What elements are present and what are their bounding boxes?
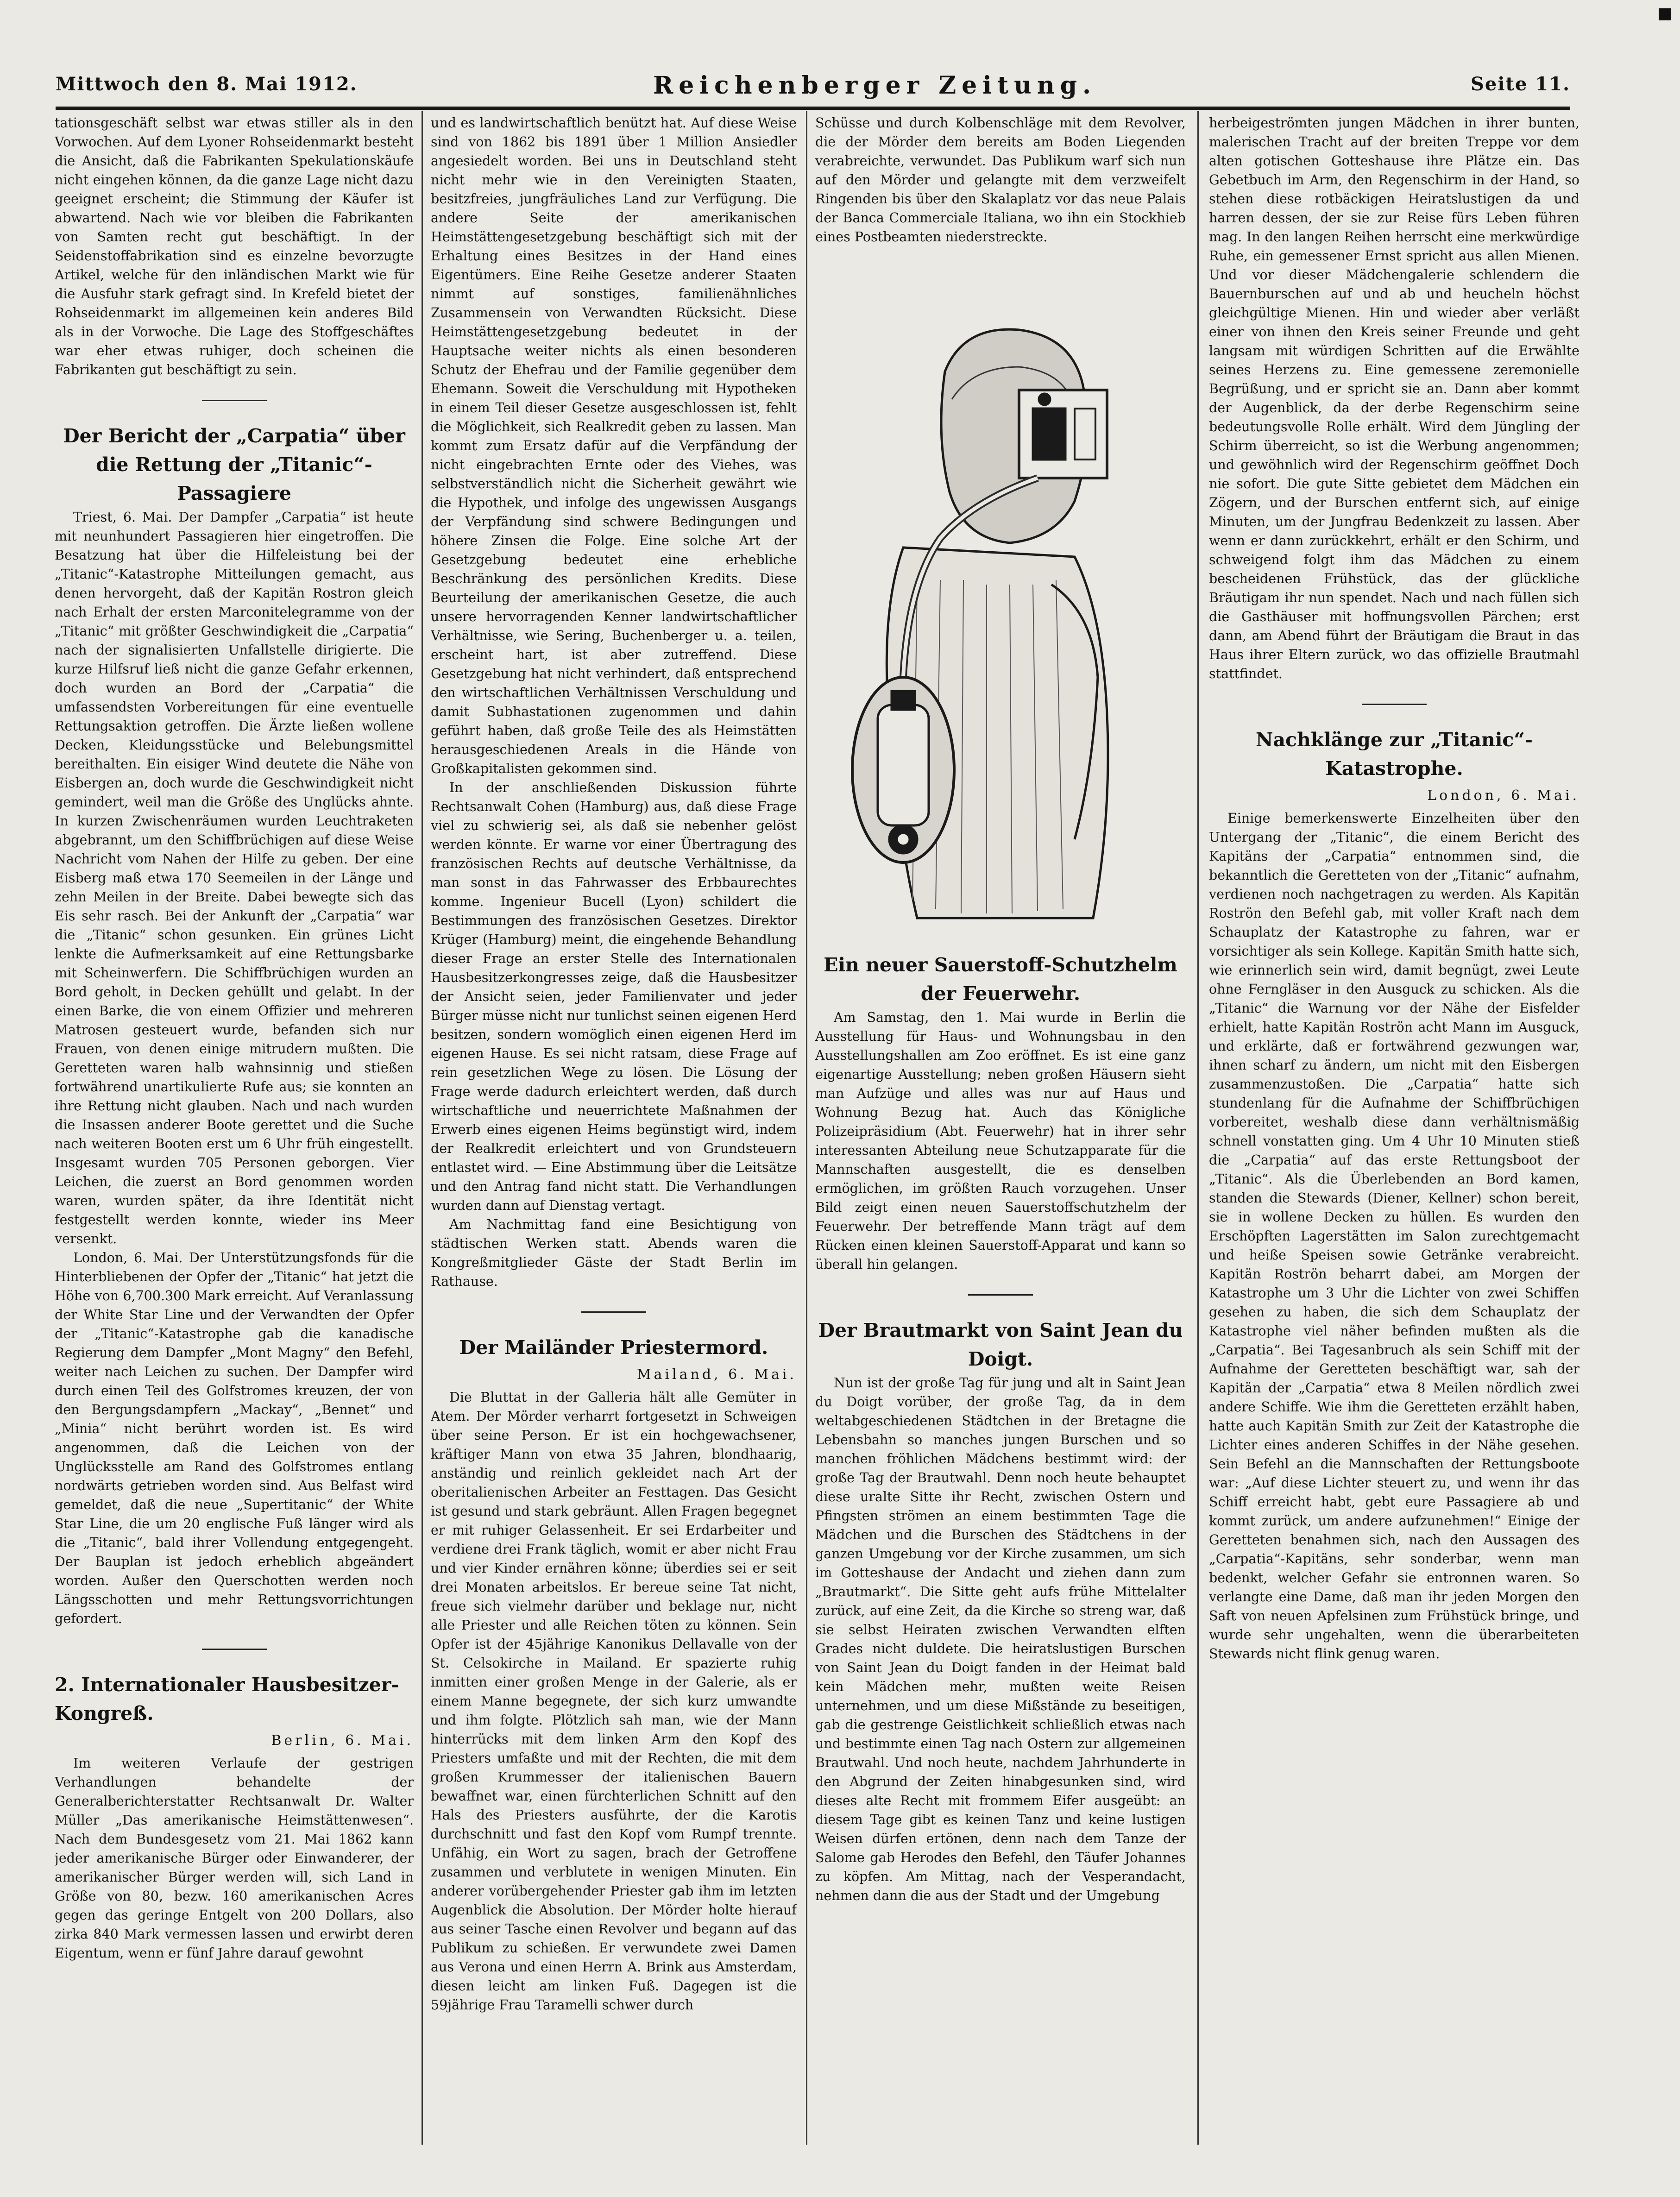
article-text: Die Bluttat in der Galleria hält alle Gemüter in Atem. Der Mörder verharrt fortgesetzt in Schweigen über seine Person. Er ist ein hochgewachsener, kräftiger Mann von etwa 35 Jahren, blondhaarig, anständig und reinlich gekleidet nach Art der oberitalienischen Arbeiter an Festtagen. Das Gesicht ist gesund und stark gebräunt. Allen Fragen begegnet er mit ruhiger Gelassenheit. Er sei Erdarbeiter und verdiene drei Frank täglich, womit er aber nicht Frau und vier Kinder ernähren könne; überdies sei er seit drei Monaten arbeitslos. Er bereue seine Tat nicht, freue sich vielmehr darüber und beklage nur, nicht alle Priester und alle Reichen töten zu können. Sein Opfer ist der 45jährige Kanonikus Dellavalle von der St. Celsokirche in Mailand. Er spazierte ruhig inmitten einer großen Menge in der Galerie, als er einem Manne begegnete, der sich kurz umwandte und ihm folgte. Plötzlich sah man, wie der Mann hinterrücks mit dem linken Arm den Kopf des Priesters umfaßte und mit der Rechten, die mit dem großen Krummesser der italienischen Bauern bewaffnet war, einen fürchterlichen Schnitt auf den Hals des Priesters ausführte, der die Karotis durchschnitt und fast den Kopf vom Rumpf trennte. Unfähig, ein Wort zu sagen, brach der Getroffene zusammen und verblutete in wenigen Minuten. Ein anderer vorübergehender Priester gab ihm im letzten Augenblick die Absolution. Der Mörder holte hierauf aus seiner Tasche einen Revolver und begann auf das Publikum zu schießen. Er verwundete zwei Damen aus Verona und einen Herrn A. Brink aus Amsterdam, diesen leicht am linken Fuß. Dagegen ist die 59jährige Frau Taramelli schwer durch	[431, 1390, 797, 2013]
article-text: und es landwirtschaftlich benützt hat. Auf diese Weise sind von 1862 bis 1891 über 1 Million Ansiedler angesiedelt worden. Bei uns in Deutschland steht nicht mehr wie in den Vereinigten Staaten, besitzfreies, jungfräuliches Land zur Verfügung. Die andere Seite der amerikanischen Heimstättengesetzgebung beschäftigt sich mit der Erhaltung eines Besitzes in der Hand eines Eigentümers. Eine Reihe Gesetze anderer Staaten nimmt auf sonstiges, familienähnliches Zusammensein von Verwandten Rücksicht. Diese Heimstättengesetzgebung bedeutet in der Hauptsache weiter nichts als einen besonderen Schutz der Ehefrau und der Familie gegenüber dem Ehemann. Soweit die Verschuldung mit Hypotheken in einem Teil dieser Gesetze ausgeschlossen ist, fehlt die Möglichkeit, sich Realkredit geben zu lassen. Man kommt zum Ersatz dafür auf die Verpfändung der nicht eingebrachten Ernte oder des Viehes, was selbstverständlich nicht die Sicherheit gewährt wie die Hypothek, und infolge des ungewissen Ausgangs der Verpfändung sind schwere Bedingungen und höhere Zinsen die Folge. Eine solche Art der Gesetzgebung bedeutet eine erhebliche Beschränkung des persönlichen Kredits. Diese Beurteilung der amerikanischen Gesetze, die auch unsere hervorragenden Kenner landwirtschaftlicher Verhältnisse, wie Sering, Buchenberger u. a. teilen, erscheint hart, ist aber zutreffend. Diese Gesetzgebung hat nicht verhindert, daß entsprechend den wirtschaftlichen Verhältnissen Verschuldung und damit Subhastationen zugenommen und dahin geführt haben, daß große Teile des als Heimstätten herausgeschiedenen Areals in die Hände von Großkapitalisten gekommen sind.	[431, 115, 797, 776]
dateline: London, 6. Mai.	[1427, 787, 1579, 804]
column-4	[1209, 113, 1579, 2138]
headline-carpatia: Der Bericht der „Carpatia“ über die Rettung der „Titanic“-Passagiere	[63, 425, 405, 504]
newspaper-title: Reichenberger Zeitung.	[653, 71, 1097, 100]
column-1	[55, 113, 414, 2138]
column-rule	[422, 111, 423, 2145]
scan-corner-mark	[1659, 8, 1671, 20]
article-text: Am Samstag, den 1. Mai wurde in Berlin die Ausstellung für Haus- und Wohnungsbau in den Ausstellungshallen am Zoo eröffnet. Es ist eine ganz eigenartige Ausstellung; neben großen Häusern sieht man Aufzüge und alles was nur auf Haus und Wohnung Bezug hat. Auch das Königliche Polizeipräsidium (Abt. Feuerwehr) hat in ihrer sehr interessanten Abteilung neue Schutzapparate für die Mannschaften ausgestellt, die es denselben ermöglichen, im größten Rauch vorzugehen. Unser Bild zeigt einen neuen Sauerstoffschutzhelm der Feuerwehr. Der betreffende Mann trägt auf dem Rücken einen kleinen Sauerstoff-Apparat und kann so überall hin gelangen.	[815, 1010, 1186, 1272]
page-number: Seite 11.	[1471, 73, 1570, 95]
separator	[581, 1311, 646, 1313]
article-text: Am Nachmittag fand eine Besichtigung von städtischen Werken statt. Abends waren die Kongreßmitglieder Gäste der Stadt Berlin im Rathause.	[431, 1217, 797, 1289]
article-text: In der anschließenden Diskussion führte Rechtsanwalt Cohen (Hamburg) aus, daß diese Frage viel zu schwierig sei, als daß sie nebenher gelöst werden könnte. Er warne vor einer Übertragung des französischen Rechts auf deutsche Verhältnisse, da man sonst in das Fahrwasser des Erbbaurechtes komme. Ingenieur Bucell (Lyon) schildert die Bestimmungen des französischen Gesetzes. Direktor Krüger (Hamburg) meint, die eingehende Behandlung dieser Frage an erster Stelle des Internationalen Hausbesitzerkongresses zeige, daß die Hausbesitzer der Ansicht seien, jeder Familienvater und jeder Bürger müsse nicht nur tunlichst seinen eigenen Herd besitzen, sondern womöglich einen eigenen Herd im eigenen Hause. Es sei nicht ratsam, diese Frage auf rein gesetzlichen Wege zu lösen. Die Lösung der Frage werde dadurch erleichtert werden, daß durch wirtschaftliche und neuerrichtete Maßnahmen der Erwerb eines eigenen Heims begünstigt wird, indem der Realkredit erleichtert und von Grundsteuern entlastet wird. — Eine Abstimmung über die Leitsätze und den Antrag fand nicht statt. Die Verhandlungen wurden dann auf Dienstag vertagt.	[431, 780, 797, 1213]
article-text: tationsgeschäft selbst war etwas stiller als in den Vorwochen. Auf dem Lyoner Rohseidenmarkt besteht die Ansicht, daß die Fabrikanten Spekulationskäufe nicht eingehen können, da die ganze Lage nicht dazu geeignet erscheint; die Stimmung der Käufer ist abwartend. Nach wie vor bleiben die Fabrikanten von Samten recht gut beschäftigt. In der Seidenstoffabrikation sind es einzelne bevorzugte Artikel, welche für den inländischen Markt wie für die Ausfuhr stark gefragt sind. In Krefeld bietet der Rohseidenmarkt im allgemeinen kein anderes Bild als in der Vorwoche. Die Lage des Stoffgeschäftes war eher etwas ruhiger, doch scheinen die Fabrikanten gut beschäftigt zu sein.	[55, 115, 414, 378]
separator	[968, 1294, 1033, 1296]
article-text: herbeigeströmten jungen Mädchen in ihrer bunten, malerischen Tracht auf der breiten Treppe vor dem alten gotischen Gotteshause ihre Plätze ein. Das Gebetbuch im Arm, den Regenschirm in der Hand, so stehen diese rotbäckigen Heiratslustigen da und harren dessen, der sie zur Reise fürs Leben führen mag. In den langen Reihen herrscht eine merkwürdige Ruhe, ein gemessener Ernst spricht aus allen Mienen. Und vor dieser Mädchengalerie schlendern die Bauernburschen auf und ab und heucheln höchst gleichgültige Mienen. Hin und wieder aber verläßt einer von ihnen den Kreis seiner Freunde und geht langsam mit würdigen Schritten auf die Erwählte seines Herzens zu. Eine gemessene zeremonielle Begrüßung, und er spricht sie an. Dann aber kommt der Augenblick, da der derbe Regenschirm seine bedeutungsvolle Rolle erhält. Wird dem Jüngling der Schirm überreicht, so ist die Werbung angenommen; und gewöhnlich wird der Regenschirm geöffnet Doch nie sofort. Die gute Sitte gebietet dem Mädchen ein Zögern, und der Burschen entfernt sich, auf einige Minuten, um der Jungfrau Bedenkzeit zu lassen. Aber wenn er dann zurückkehrt, erhält er den Schirm, und schweigend folgt ihm das Mädchen zu einem bescheidenen Frühstück, das der glückliche Bräutigam ihr nun spendet. Nach und nach füllen sich die Gasthäuser mit hoffnungsvollen Pärchen; erst dann, am Abend führt der Bräutigam die Braut in das Haus ihrer Eltern zurück, wo das offizielle Brautmahl stattfindet.	[1209, 115, 1579, 681]
page-header	[56, 69, 1570, 110]
headline-priestermord: Der Mailänder Priestermord.	[459, 1336, 768, 1359]
column-rule	[806, 111, 807, 2145]
dateline: Berlin, 6. Mai.	[271, 1732, 414, 1749]
article-text: Nun ist der große Tag für jung und alt in Saint Jean du Doigt vorüber, der große Tag, da in dem weltabgeschiedenen Städtchen in der Bretagne die Lebensbahn so manches jungen Burschen und so manchen fröhlichen Mädchens bestimmt wird: der große Tag der Brautwahl. Denn noch heute behauptet diese uralte Sitte ihr Recht, zwischen Ostern und Pfingsten strömen an einem bestimmten Tage die Mädchen und die Burschen des Städtchens in der ganzen Umgebung vor der Kirche zusammen, um sich im Gotteshause der Andacht und ziehen dann zum „Brautmarkt“. Die Sitte geht aufs frühe Mittelalter zurück, auf eine Zeit, da die Kirche so streng war, daß sie selbst Heiraten zwischen Verwandten elften Grades nicht duldete. Die heiratslustigen Burschen von Saint Jean du Doigt fanden in der Heimat bald kein Mädchen mehr, mußten weite Reisen unternehmen, und um diese Mißstände zu beseitigen, gab die gestrenge Geistlichkeit schließlich etwas nach und bestimmte einen Tag nach Ostern zur allgemeinen Brautwahl. Und noch heute, nachdem Jahrhunderte in den Abgrund der Zeiten hinabgesunken sind, wird dieses alte Recht mit frommem Eifer ausgeübt: an diesem Tage gibt es keinen Tanz und keine lustigen Weisen dürfen ertönen, denn nach dem Tanze der Salome gab Herodes den Befehl, den Täufer Johannes zu köpfen. Am Mittag, nach der Vesperandacht, nehmen dann die aus der Stadt und der Umgebung	[815, 1375, 1186, 1903]
article-text: Im weiteren Verlaufe der gestrigen Verhandlungen behandelte der Generalberichterstatter Rechtsanwalt Dr. Walter Müller „Das amerikanische Heimstättenwesen“. Nach dem Bundesgesetz vom 21. Mai 1862 kann jeder amerikanische Bürger oder Einwanderer, der amerikanischer Bürger werden will, sich Land in Größe von 80, bezw. 160 amerikanischen Acres gegen das geringe Entgelt von 200 Dollars, also zirka 840 Mark vermessen lassen und erwirbt deren Eigentum, wenn er fünf Jahre darauf gewohnt	[55, 1756, 414, 1961]
headline-nachklaenge: Nachklänge zur „Titanic“-Katastrophe.	[1255, 729, 1533, 780]
column-rule	[1197, 111, 1199, 2145]
header-date: Mittwoch den 8. Mai 1912.	[56, 73, 358, 95]
dateline: Mailand, 6. Mai.	[636, 1366, 797, 1383]
headline-hausbesitzer: 2. Internationaler Hausbesitzer-Kongreß.	[55, 1674, 399, 1725]
separator	[202, 1649, 267, 1650]
article-text: Schüsse und durch Kolbenschläge mit dem Revolver, die der Mörder dem bereits am Boden Liegenden verabreichte, verwundet. Das Publikum warf sich nun auf den Mörder und gelangte mit dem verzweifelt Ringenden bis über den Skalaplatz vor das neue Palais der Banca Commerciale Italiana, wo ihn ein Stockhieb eines Postbeamten niederstreckte.	[815, 115, 1186, 245]
separator	[1362, 704, 1427, 705]
separator	[202, 400, 267, 401]
firefighter-helmet-illustration	[834, 260, 1167, 946]
article-text: Einige bemerkenswerte Einzelheiten über den Untergang der „Titanic“, die einem Bericht des Kapitäns der „Carpatia“ entnommen sind, die bekanntlich die Geretteten von der „Titanic“ aufnahm, verdienen noch nachgetragen zu werden. Als Kapitän Roströn den Befehl gab, mit voller Kraft nach dem Schauplatz der Katastrophe zu fahren, war er vorsichtiger als sein Kollege. Kapitän Smith hatte sich, wie erinnerlich sein wird, damit begnügt, zwei Leute ohne Ferngläser in den Ausguck zu schicken. Als die „Titanic“ die Warnung vor der Nähe der Eisfelder erhielt, hatte Kapitän Roströn acht Mann im Ausguck, und erklärte, daß er fortwährend gezwungen war, ihnen scharf zu ändern, um nicht mit den Eisbergen zusammenzustoßen. Die „Carpatia“ hatte sich stundenlang für die Aufnahme der Schiffbrüchigen vorbereitet, weshalb diese dann verhältnismäßig schnell vonstatten ging. Um 4 Uhr 10 Minuten stieß die „Carpatia“ auf das erste Rettungsboot der „Titanic“. Als die Überlebenden an Bord kamen, standen die Stewards (Diener, Kellner) schon bereit, sie in wollene Decken zu hüllen. Es wurden den Erschöpften Lagerstätten im Salon zurechtgemacht und heiße Speisen sowie Getränke verabreicht. Kapitän Roströn beharrt dabei, am Morgen der Katastrophe um 3 Uhr die Lichter von zwei Schiffen gesehen zu haben, die sich dem Schauplatz der Katastrophe viel näher befinden mußten als die „Carpatia“. Bei Tagesanbruch als sein Schiff mit der Aufnahme der Geretteten beschäftigt war, sah der Kapitän der „Carpatia“ etwa 8 Meilen nördlich zwei andere Schiffe. Wie ihm die Geretteten erzählt haben, hatte auch Kapitän Smith zur Zeit der Katastrophe die Lichter eines anderen Schiffes in der Nähe gesehen. Sein Befehl an die Mannschaften der Rettungsboote war: „Auf diese Lichter steuert zu, und wenn ihr das Schiff erreicht habt, gebt eure Passagiere ab und kommt zurück, um andere aufzunehmen!“ Einige der Geretteten benahmen sich, nach den Aussagen des „Carpatia“-Kapitäns, sehr sonderbar, wenn man bedenkt, welcher Gefahr sie entronnen waren. So verlangte eine Dame, daß man ihr jeden Morgen den Saft von neuen Apfelsinen zum Frühstück bringe, und wurde sehr ungehalten, wenn die überarbeiteten Stewards nicht flink genug waren.	[1209, 811, 1579, 1662]
headline-brautmarkt: Der Brautmarkt von Saint Jean du Doigt.	[818, 1319, 1183, 1370]
column-3	[815, 113, 1186, 2138]
column-2	[431, 113, 797, 2138]
article-text: Triest, 6. Mai. Der Dampfer „Carpatia“ ist heute mit neunhundert Passagieren hier eingetroffen. Die Besatzung hat über die Hilfeleistung bei der „Titanic“-Katastrophe Mitteilungen gemacht, aus denen hervorgeht, daß der Kapitän Rostron gleich nach Erhalt der ersten Marconitelegramme von der „Titanic“ mit größter Geschwindigkeit die „Carpatia“ nach der signalisierten Unfallstelle dirigierte. Die kurze Hilfsruf ließ nicht die ganze Gefahr erkennen, doch wurden an Bord der „Carpatia“ die umfassendsten Vorbereitungen für eine eventuelle Rettungsaktion getroffen. Die Ärzte ließen wollene Decken, Kleidungsstücke und Belebungsmittel bereithalten. Ein eisiger Wind deutete die Nähe von Eisbergen an, doch wurde die Geschwindigkeit nicht gemindert, weil man die Größe des Unglücks ahnte. In kurzen Zwischenräumen wurden Leuchtraketen abgebrannt, um den Schiffbrüchigen auf diese Weise Nachricht vom Nahen der Hilfe zu geben. Der eine Eisberg maß etwa 170 Seemeilen in der Länge und zehn Meilen in der Breite. Dabei bewegte sich das Eis sehr rasch. Bei der Ankunft der „Carpatia“ war die „Titanic“ schon gesunken. Ein grünes Licht lenkte die Aufmerksamkeit auf eine Rettungsbarke mit Scheinwerfern. Die Schiffbrüchigen wurden an Bord geholt, in Decken gehüllt und gelabt. In der einen Barke, die von einem Offizier und mehreren Matrosen gesteuert wurde, befanden sich nur Frauen, von denen einige mitrudern mußten. Die Geretteten waren halb wahnsinnig und stießen fortwährend unartikulierte Rufe aus; sie konnten an ihre Rettung nicht glauben. Nach und nach wurden die Insassen anderer Boote gerettet und die Suche nach weiteren Booten erst um 6 Uhr früh eingestellt. Insgesamt wurden 705 Personen geborgen. Vier Leichen, die zuerst an Bord genommen worden waren, wurden später, da ihre Identität nicht festgestellt werden konnte, wieder ins Meer versenkt.	[55, 510, 414, 1246]
image-caption: Ein neuer Sauerstoff-Schutzhelm der Feuerwehr.	[824, 954, 1177, 1005]
article-text: London, 6. Mai. Der Unterstützungsfonds für die Hinterbliebenen der Opfer der „Titanic“ hat jetzt die Höhe von 6,700.300 Mark erreicht. Auf Veranlassung der White Star Line und der Verwandten der Opfer der „Titanic“-Katastrophe gab die kanadische Regierung dem Dampfer „Mont Magny“ den Befehl, weiter nach Leichen zu suchen. Der Dampfer wird durch einen Teil des Golfstromes kreuzen, der von den Bergungsdampfern „Mackay“, „Bennet“ und „Minia“ nicht berührt worden ist. Es wird angenommen, daß die Leichen von der Unglücksstelle am Rand des Golfstromes entlang nordwärts getrieben worden sind. Aus Belfast wird gemeldet, daß die neue „Supertitanic“ der White Star Line, die um 20 englische Fuß länger wird als die „Titanic“, bald ihrer Vollendung entgegengeht. Der Bauplan ist jedoch erheblich abgeändert worden. Außer den Querschotten werden noch Längsschotten und mehr Rettungsvorrichtungen gefordert.	[55, 1250, 414, 1626]
